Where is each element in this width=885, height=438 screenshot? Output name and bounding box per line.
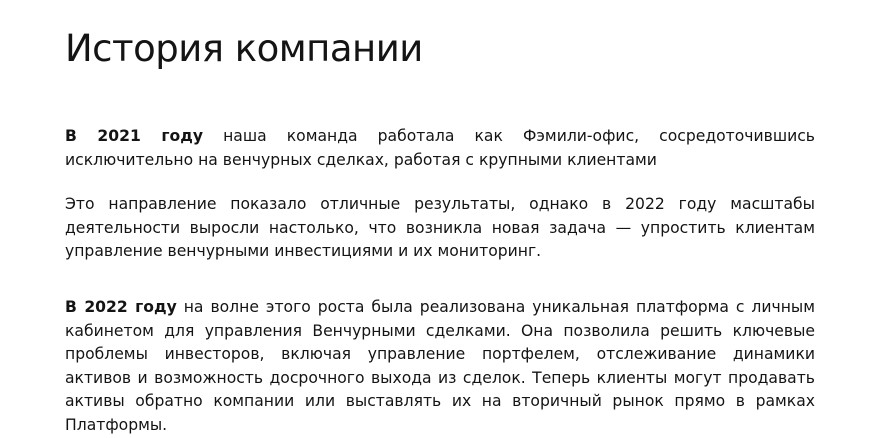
year-2022-label: В 2022 году — [65, 298, 177, 316]
page-title: История компании — [65, 27, 423, 70]
history-paragraph-2022 — [65, 296, 815, 438]
year-2021-label: В 2021 году — [65, 127, 204, 145]
history-paragraph-2022-text: на волне этого роста была реализована уникальная платформа с личным кабинетом для управления Венчурными сделками. Она позволила решить ключевые проблемы инвесторов, включая управление портфелем, отслеживание динамики активов и возможность досрочного выхода из сделок. Теперь клиенты могут продавать активы обратно компании или выставлять их на вторичный рынок прямо в рамках Платформы. — [65, 298, 815, 434]
history-paragraph-growth-text: Это направление показало отличные результаты, однако в 2022 году масштабы деятельности выросли настолько, что возникла новая задача — упростить клиентам управление венчурными инвестициями и их мониторинг. — [65, 195, 815, 261]
history-paragraph-growth — [65, 193, 815, 264]
history-paragraph-2021-text: наша команда работала как Фэмили-офис, сосредоточившись исключительно на венчурных сделках, работая с крупными клиентами — [65, 127, 816, 169]
history-paragraph-2021 — [65, 125, 815, 172]
